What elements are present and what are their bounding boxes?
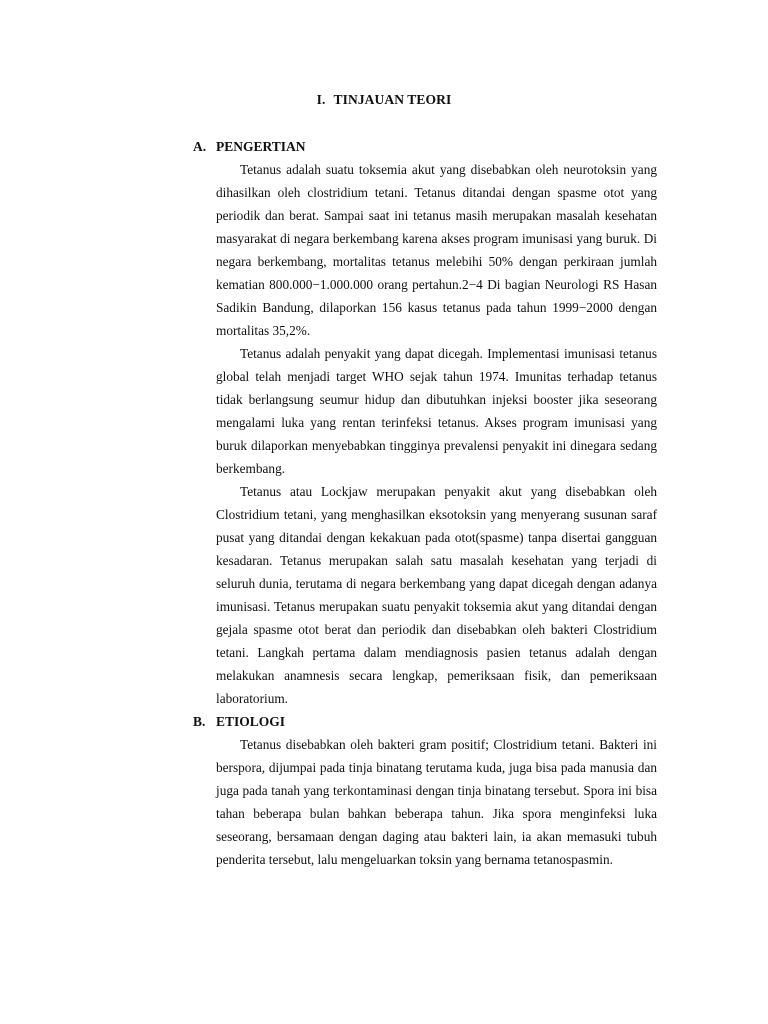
paragraph: Tetanus adalah penyakit yang dapat dicegah. Implementasi imunisasi tetanus global telah menjadi target WHO sejak tahun 1974. Imunitas terhadap tetanus tidak berlangsung seumur hidup dan dibutuhkan injeksi booster jika seseorang mengalami luka yang rentan terinfeksi tetanus. Akses program imunisasi yang buruk dilaporkan menyebabkan tingginya prevalensi penyakit ini dinegara sedang berkembang. <box>216 346 657 476</box>
section-title: ETIOLOGI <box>216 714 286 729</box>
section-heading-pengertian <box>193 138 306 156</box>
section-letter: A. <box>193 139 207 154</box>
paragraph: Tetanus disebabkan oleh bakteri gram positif; Clostridium tetani. Bakteri ini berspora, dijumpai pada tinja binatang terutama kuda, juga bisa pada manusia dan juga pada tanah yang terkontaminasi dengan tinja binatang tersebut. Spora ini bisa tahan beberapa bulan bahkan beberapa tahun. Jika spora menginfeksi luka seseorang, bersamaan dengan daging atau bakteri lain, ia akan memasuki tubuh penderita tersebut, lalu mengeluarkan toksin yang bernama tetanospasmin. <box>216 737 657 867</box>
section-title: PENGERTIAN <box>216 139 306 154</box>
paragraph: Tetanus adalah suatu toksemia akut yang disebabkan oleh neurotoksin yang dihasilkan oleh clostridium tetani. Tetanus ditandai dengan spasme otot yang periodik dan berat. Sampai saat ini tetanus masih merupakan masalah kesehatan masyarakat di negara berkembang karena akses program imunisasi yang buruk. Di negara berkembang, mortalitas tetanus melebihi 50% dengan perkiraan jumlah kematian 800.000−1.000.000 orang pertahun.2−4 Di bagian Neurologi RS Hasan Sadikin Bandung, dilaporkan 156 kasus tetanus pada tahun 1999−2000 dengan mortalitas 35,2%. <box>216 162 657 338</box>
chapter-title-text: TINJAUAN TEORI <box>333 92 452 107</box>
chapter-number: I. <box>316 92 326 107</box>
section-letter: B. <box>193 714 206 729</box>
section-heading-etiologi <box>193 713 285 731</box>
paragraph: Tetanus atau Lockjaw merupakan penyakit akut yang disebabkan oleh Clostridium tetani, yang menghasilkan eksotoksin yang menyerang susunan saraf pusat yang ditandai dengan kekakuan pada otot(spasme) tanpa disertai gangguan kesadaran. Tetanus merupakan salah satu masalah kesehatan yang terjadi di seluruh dunia, terutama di negara berkembang yang dapat dicegah dengan adanya imunisasi. Tetanus merupakan suatu penyakit toksemia akut yang ditandai dengan gejala spasme otot berat dan periodik dan disebabkan oleh bakteri Clostridium tetani. Langkah pertama dalam mendiagnosis pasien tetanus adalah dengan melakukan anamnesis secara lengkap, pemeriksaan fisik, dan pemeriksaan laboratorium. <box>216 484 657 706</box>
chapter-title <box>0 91 768 109</box>
